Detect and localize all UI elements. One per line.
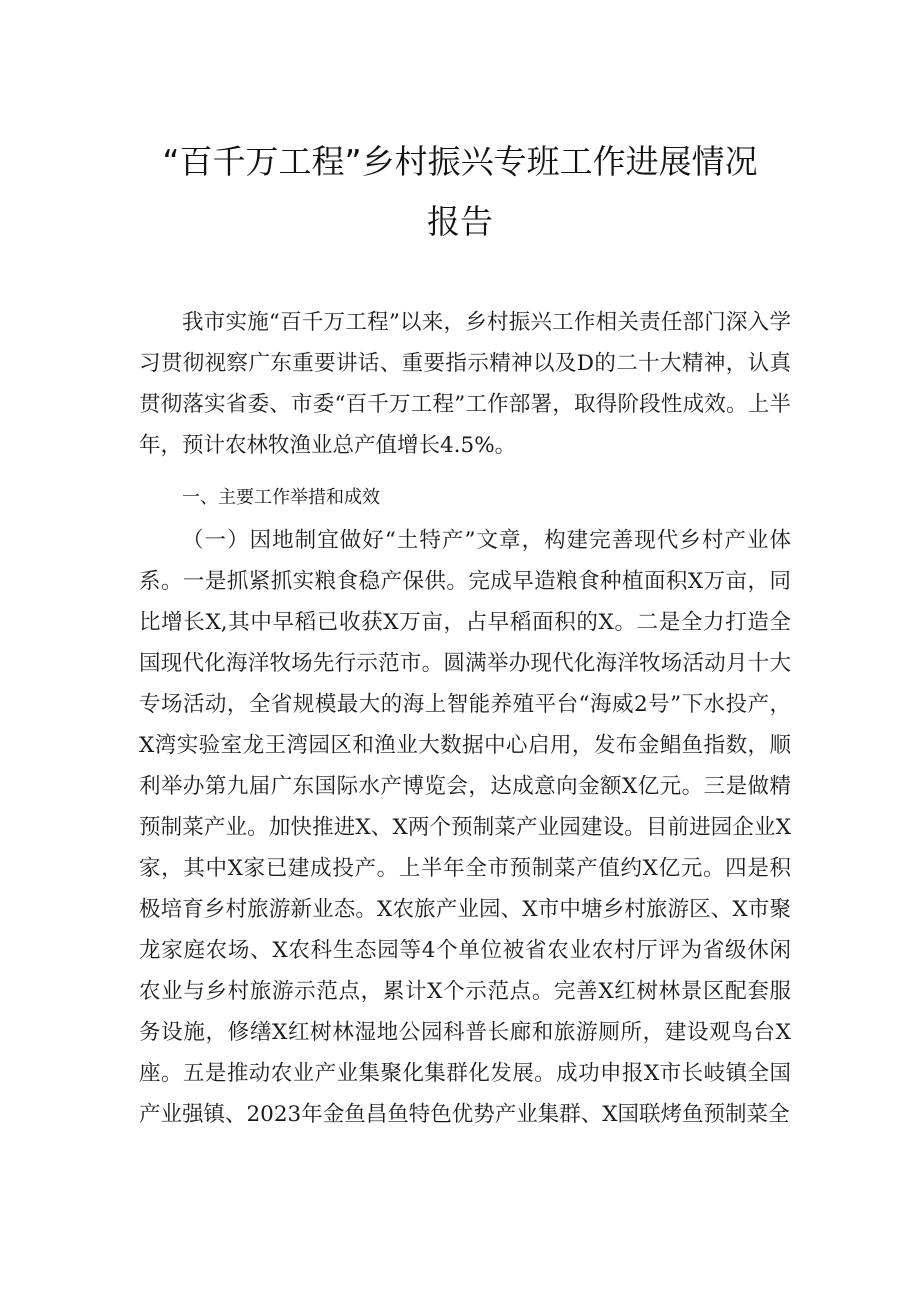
report-title <box>0 132 920 252</box>
intro-paragraph: 我市实施“百千万工程”以来，乡村振兴工作相关责任部门深入学习贯彻视察广东重要讲话、重要指示精神以及D的二十大精神，认真贯彻落实省委、市委“百千万工程”工作部署，取得阶段性成效。上半年，预计农林牧渔业总产值增长4.5%。 <box>139 310 791 458</box>
report-title-line-1: “百千万工程”乡村振兴专班工作进展情况 <box>162 142 758 181</box>
section-1-paragraph: （一）因地制宜做好“土特产”文章，构建完善现代乡村产业体系。一是抓紧抓实粮食稳产保供。完成早造粮食种植面积X万亩，同比增长X,其中早稻已收获X万亩，占早稻面积的X。二是全力打造全国现代化海洋牧场先行示范市。圆满举办现代化海洋牧场活动月十大专场活动，全省规模最大的海上智能养殖平台“海威2号”下水投产，X湾实验室龙王湾园区和渔业大数据中心启用，发布金鲳鱼指数，顺利举办第九届广东国际水产博览会，达成意向金额X亿元。三是做精预制菜产业。加快推进X、X两个预制菜产业园建设。目前进园企业X家，其中X家已建成投产。上半年全市预制菜产值约X亿元。四是积极培育乡村旅游新业态。X农旅产业园、X市中塘乡村旅游区、X市聚龙家庭农场、X农科生态园等4个单位被省农业农村厅评为省级休闲农业与乡村旅游示范点，累计X个示范点。完善X红树林景区配套服务设施，修缮X红树林湿地公园科普长廊和旅游厕所，建设观鸟台X座。五是推动农业产业集聚化集群化发展。成功申报X市长岐镇全国产业强镇、2023年金鱼昌鱼特色优势产业集群、X国联烤鱼预制菜全 <box>139 528 791 1127</box>
section-heading: 一、主要工作举措和成效 <box>182 487 380 508</box>
report-title-line-2: 报告 <box>427 202 493 241</box>
